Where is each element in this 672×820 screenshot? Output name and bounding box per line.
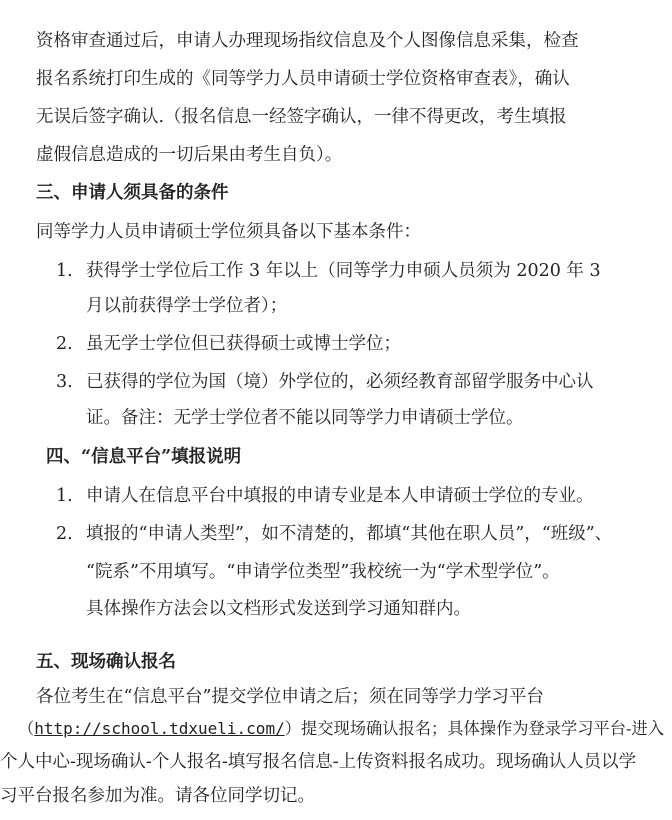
list-item: 填报的“申请人类型”，如不清楚的，都填“其他在职人员”，“班级”、: [86, 524, 613, 544]
list-item: 具体操作方法会以文档形式发送到学习通知群内。: [86, 599, 471, 619]
url-close-text: ）提交现场确认报名；具体操作为登录学习平台-进入: [284, 719, 664, 738]
list-number: 2.: [56, 334, 73, 354]
list-item: 获得学士学位后工作 3 年以上（同等学力申硕人员须为 2020 年 3: [86, 261, 601, 281]
list-item: 已获得的学位为国（境）外学位的，必须经教育部留学服务中心认: [86, 372, 594, 392]
intro-line: 虚假信息造成的一切后果由考生自负）。: [36, 145, 343, 165]
list-number: 1.: [56, 261, 73, 281]
section-heading: 五、现场确认报名: [36, 652, 176, 672]
list-item: “院系”不用填写。“申请学位类型”我校统一为“学术型学位”。: [86, 562, 560, 582]
section-heading: 三、申请人须具备的条件: [36, 183, 229, 203]
list-item: 月以前获得学士学位者）；: [86, 296, 288, 316]
paragraph-line: 各位考生在“信息平台”提交学位申请之后；须在同等学力学习平台: [36, 687, 544, 707]
list-item: 申请人在信息平台中填报的申请专业是本人申请硕士学位的专业。: [86, 486, 594, 506]
url-open-paren: （: [18, 719, 35, 738]
intro-line: 无误后签字确认.（报名信息一经签字确认，一律不得更改，考生填报: [36, 107, 567, 127]
list-number: 1.: [56, 486, 73, 506]
list-item: 虽无学士学位但已获得硕士或博士学位；: [86, 334, 401, 354]
paragraph-line: 个人中心-现场确认-个人报名-填写报名信息-上传资料报名成功。现场确认人员以学: [0, 752, 637, 772]
paragraph-line: [18, 717, 664, 741]
intro-line: 资格审查通过后，申请人办理现场指纹信息及个人图像信息采集，检查: [36, 31, 579, 51]
list-item: 证。备注：无学士学位者不能以同等学力申请硕士学位。: [86, 408, 524, 428]
section-lead: 同等学力人员申请硕士学位须具备以下基本条件：: [36, 222, 421, 242]
school-link[interactable]: http://school.tdxueli.com/: [34, 719, 285, 738]
paragraph-line: 习平台报名参加为准。请各位同学切记。: [0, 786, 315, 806]
list-number: 2.: [56, 524, 73, 544]
list-number: 3.: [56, 372, 73, 392]
intro-line: 报名系统打印生成的《同等学力人员申请硕士学位资格审查表》，确认: [36, 69, 570, 89]
section-heading: 四、“信息平台”填报说明: [46, 447, 242, 467]
